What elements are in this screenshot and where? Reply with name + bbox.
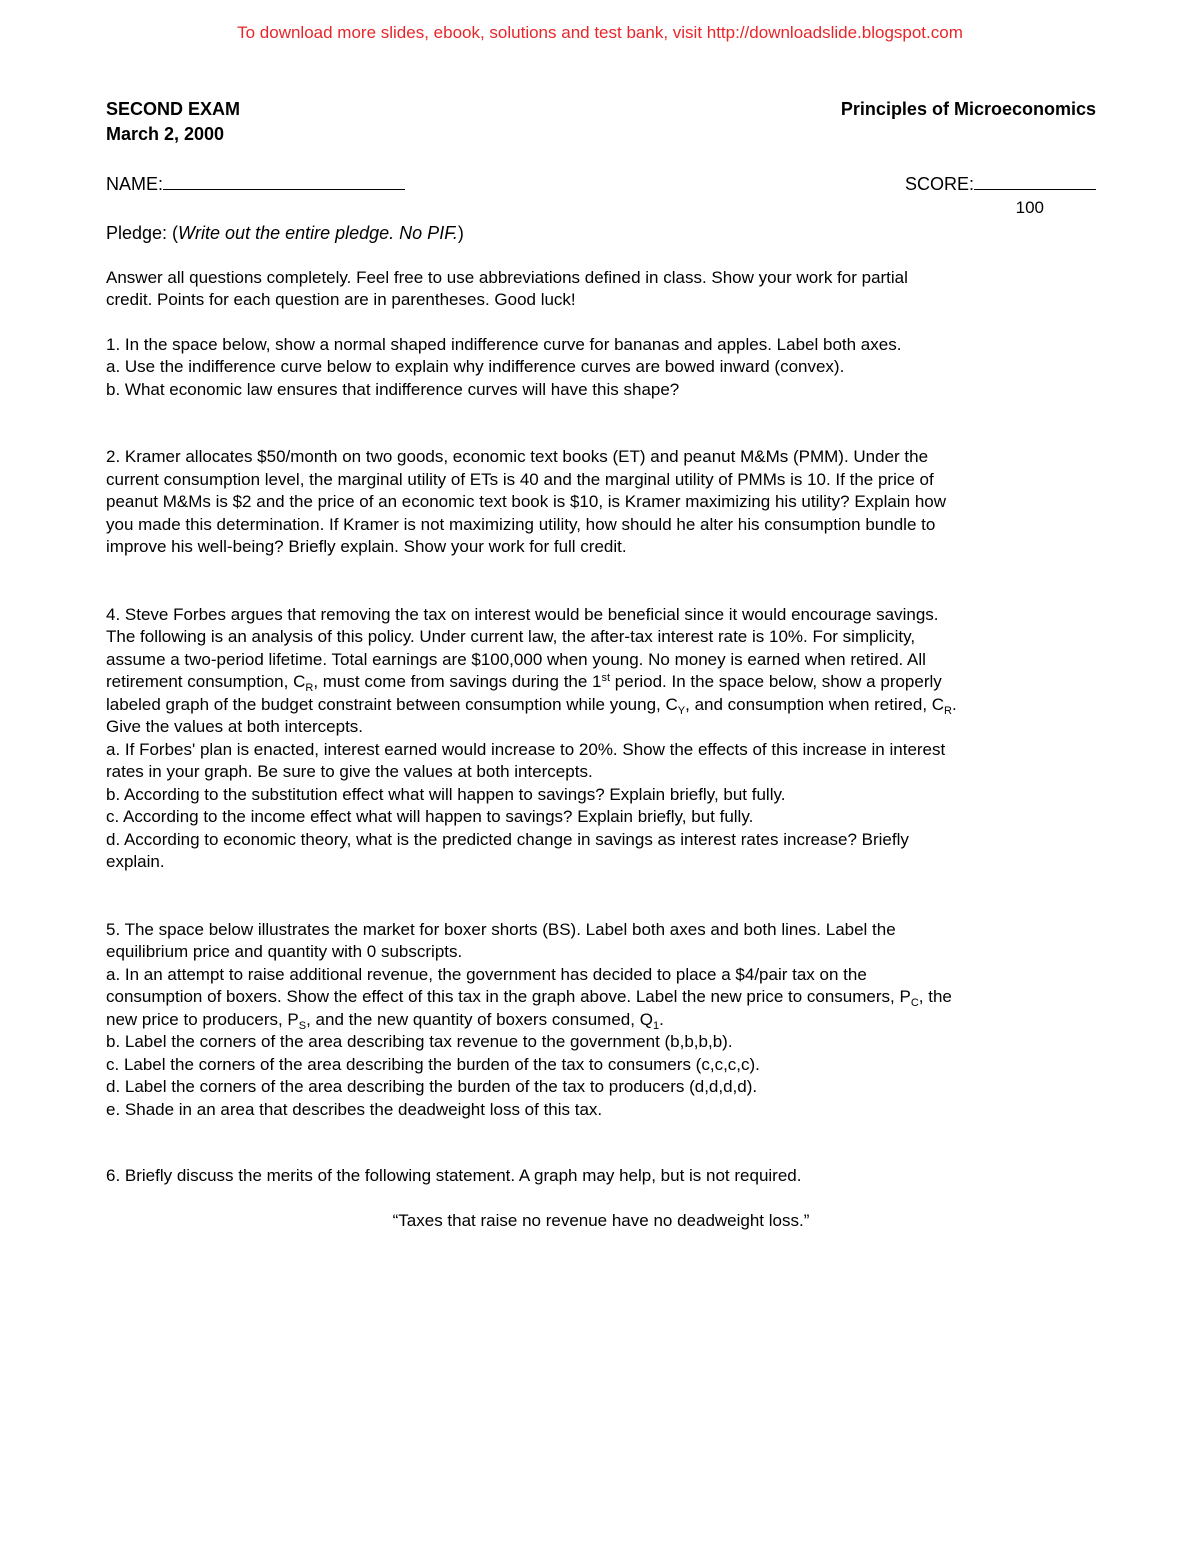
- question-5a-line-1: a. In an attempt to raise additional revenue, the government has decided to place a $4/pair tax on the: [106, 964, 867, 984]
- score-label: SCORE:: [904, 174, 974, 194]
- question-5d: d. Label the corners of the area describing the burden of the tax to producers (d,d,d,d).: [106, 1077, 758, 1096]
- question-4-line-5: [106, 694, 1096, 717]
- question-6: 6. Briefly discuss the merits of the following statement. A graph may help, but is not required.: [106, 1166, 802, 1185]
- q4-subscript: R: [944, 704, 952, 717]
- q4-text: .: [952, 694, 957, 714]
- question-5a-line-3: [106, 1009, 1096, 1032]
- question-4-line-4: [106, 671, 1096, 694]
- question-6-quote: “Taxes that raise no revenue have no deadweight loss.”: [392, 1210, 810, 1230]
- exam-date: March 2, 2000: [106, 124, 225, 144]
- score-out-of: 100: [1015, 197, 1044, 217]
- score-field: [905, 173, 1096, 196]
- course-title: Principles of Microeconomics: [840, 99, 1096, 119]
- q4-text: , and consumption when retired, C: [685, 694, 945, 714]
- question-4-line-2: The following is an analysis of this policy. Under current law, the after-tax interest rate is 10%. For simplicity,: [106, 627, 916, 646]
- q5-text: .: [659, 1009, 664, 1029]
- exam-title: SECOND EXAM: [106, 99, 241, 119]
- question-5c: c. Label the corners of the area describing the burden of the tax to consumers (c,c,c,c).: [106, 1054, 760, 1074]
- q5-text: new price to producers, P: [106, 1009, 299, 1029]
- question-2-line-3: peanut M&Ms is $2 and the price of an economic text book is $10, is Kramer maximizing his utility? Explain how: [106, 492, 947, 511]
- q4-subscript: R: [305, 682, 314, 694]
- name-field[interactable]: [106, 173, 405, 196]
- question-5-line-1: 5. The space below illustrates the market for boxer shorts (BS). Label both axes and both lines. Label the: [106, 919, 896, 939]
- q5-text: consumption of boxers. Show the effect of this tax in the graph above. Label the new price to consumers, P: [106, 987, 911, 1006]
- question-4-line-1: 4. Steve Forbes argues that removing the tax on interest would be beneficial since it would encourage savings.: [106, 604, 939, 624]
- header-row: [106, 97, 1096, 122]
- q5-text: , the: [918, 987, 952, 1006]
- question-4a-line-1: a. If Forbes' plan is enacted, interest earned would increase to 20%. Show the effects of this increase in interest: [106, 739, 946, 759]
- question-4-line-3: assume a two-period lifetime. Total earnings are $100,000 when young. No money is earned when retired. All: [106, 649, 926, 669]
- exam-page: [106, 97, 1096, 1232]
- instructions-line-1: Answer all questions completely. Feel free to use abbreviations defined in class. Show your work for partial: [106, 267, 908, 287]
- pledge-line: [106, 222, 1096, 245]
- question-4a-line-2: rates in your graph. Be sure to give the values at both intercepts.: [106, 762, 593, 781]
- q4-text: labeled graph of the budget constraint between consumption while young, C: [106, 694, 678, 714]
- question-1a: a. Use the indifference curve below to explain why indifference curves are bowed inward (convex).: [106, 357, 845, 376]
- q4-text: period. In the space below, show a properly: [610, 672, 942, 691]
- question-1: 1. In the space below, show a normal shaped indifference curve for bananas and apples. Label both axes.: [106, 334, 902, 354]
- q4-text: , must come from savings during the 1: [313, 672, 602, 691]
- question-2-line-4: you made this determination. If Kramer is not maximizing utility, how should he alter his consumption bundle to: [106, 514, 936, 534]
- q4-text: retirement consumption, C: [106, 672, 306, 691]
- question-5a-line-2: [106, 986, 1096, 1009]
- q5-subscript: S: [298, 1019, 307, 1032]
- question-5e: e. Shade in an area that describes the deadweight loss of this tax.: [106, 1099, 603, 1119]
- question-5b: b. Label the corners of the area describing tax revenue to the government (b,b,b,b).: [106, 1032, 733, 1051]
- question-2-line-5: improve his well-being? Briefly explain. Show your work for full credit.: [106, 537, 627, 556]
- question-2-line-2: current consumption level, the marginal utility of ETs is 40 and the marginal utility of PMMs is 10. If the price of: [106, 469, 934, 489]
- question-5-line-2: equilibrium price and quantity with 0 subscripts.: [106, 942, 463, 961]
- question-4d-line-2: explain.: [106, 852, 165, 871]
- name-label: NAME:: [106, 174, 164, 194]
- pledge-close: ): [457, 223, 464, 243]
- q5-text: , and the new quantity of boxers consumed, Q: [306, 1009, 653, 1029]
- instructions-line-2: credit. Points for each question are in parentheses. Good luck!: [106, 290, 576, 309]
- download-banner: To download more slides, ebook, solutions and test bank, visit http://downloadslide.blogspot.com: [237, 23, 963, 42]
- question-2-line-1: 2. Kramer allocates $50/month on two goods, economic text books (ET) and peanut M&Ms (PMM). Under the: [106, 447, 929, 466]
- q4-superscript: st: [601, 672, 611, 684]
- question-1b: b. What economic law ensures that indifference curves will have this shape?: [106, 379, 680, 399]
- name-score-row: [106, 173, 1096, 196]
- name-blank[interactable]: [163, 188, 405, 190]
- q5-subscript: 1: [652, 1019, 660, 1032]
- question-4-line-6: Give the values at both intercepts.: [106, 717, 364, 736]
- question-4d-line-1: d. According to economic theory, what is the predicted change in savings as interest rates increase? Briefly: [106, 829, 909, 849]
- q4-subscript: Y: [677, 704, 686, 717]
- q5-subscript: C: [910, 997, 919, 1009]
- question-4b: b. According to the substitution effect what will happen to savings? Explain briefly, but fully.: [106, 784, 786, 804]
- pledge-instruction: Write out the entire pledge. No PIF.: [178, 223, 458, 243]
- score-blank: [974, 188, 1096, 190]
- pledge-label: Pledge: (: [106, 223, 179, 243]
- question-4c: c. According to the income effect what will happen to savings? Explain briefly, but fully.: [106, 807, 754, 826]
